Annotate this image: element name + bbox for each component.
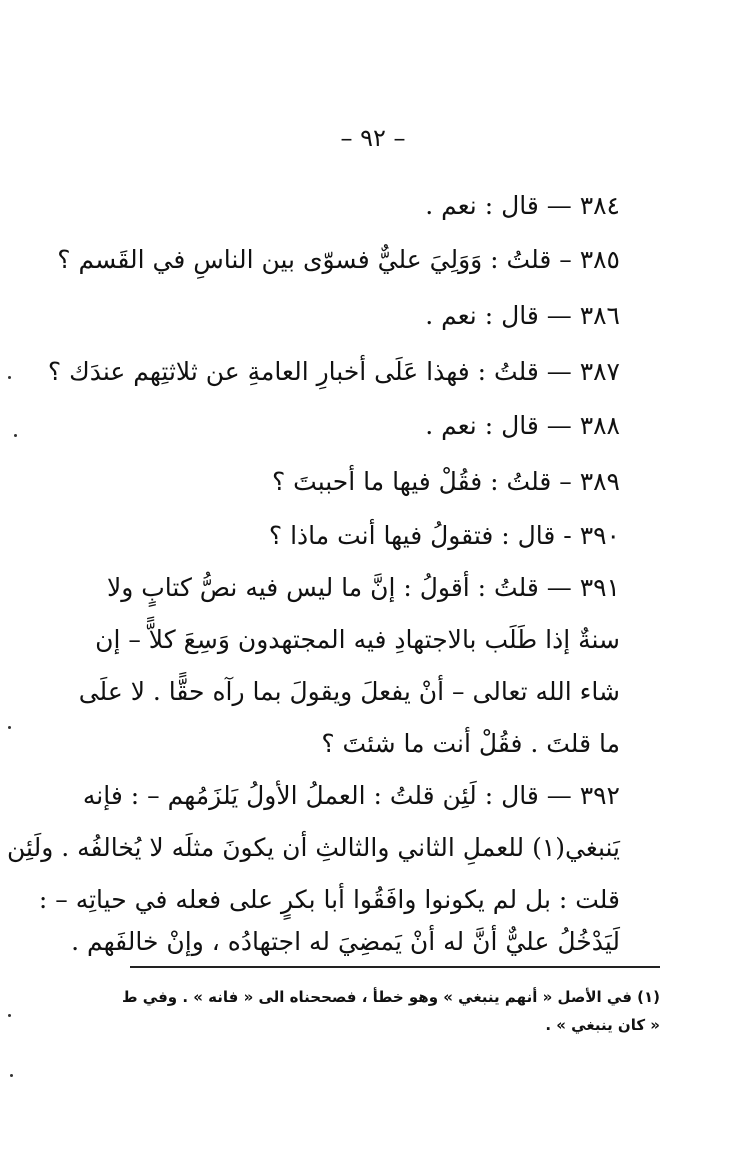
entry-390: ٣٩٠ - قال : فتقولُ فيها أنت ماذا ؟ <box>268 521 620 550</box>
entry-392-line-4: لَيَدْخُلُ عليٌّ أنَّ له أنْ يَمضِيَ له اجتهادُه ، وإنْ خالفَهم . <box>71 927 620 956</box>
scan-speck <box>8 1014 11 1017</box>
footnote-line-1: (١) في الأصل « أنهم ينبغي » وهو خطأ ، فصححناه الى « فانه » . وفي ط <box>121 988 660 1006</box>
entry-385: ٣٨٥ – قلتُ : وَوَلِيَ عليٌّ فسوّى بين الناسِ في القَسم ؟ <box>57 245 620 274</box>
entry-391-line-4: ما قلتَ . فقُلْ أنت ما شئتَ ؟ <box>321 729 620 758</box>
entry-386: ٣٨٦ — قال : نعم . <box>425 301 620 330</box>
entry-392-line-3: قلت : بل لم يكونوا وافَقُوا أبا بكرٍ على فعله في حياتِه – : <box>38 885 620 914</box>
entry-392-line-2: يَنبغي(١) للعملِ الثاني والثالثِ أن يكونَ مثلَه لا يُخالفُه . ولَئِن <box>7 833 620 862</box>
entry-392-line-1: ٣٩٢ — قال : لَئِن قلتُ : العملُ الأولُ يَلزَمُهم – : فإنه <box>82 781 620 810</box>
entry-391-line-2: سنةٌ إذا طَلَب بالاجتهادِ فيه المجتهدون وَسِعَ كلاًّ – إن <box>95 625 620 654</box>
scan-speck <box>8 376 11 379</box>
entry-391-line-3: شاء الله تعالى – أنْ يفعلَ ويقولَ بما رآه حقًّا . لا علَى <box>78 677 620 706</box>
footnote-line-2: « كان ينبغي » . <box>545 1016 660 1034</box>
entry-387: ٣٨٧ — قلتُ : فهذا عَلَى أخبارِ العامةِ عن ثلاثتِهم عندَك ؟ <box>47 357 620 386</box>
scan-speck <box>10 1074 13 1077</box>
page-number: – ٩٢ – <box>340 124 406 152</box>
entry-388: ٣٨٨ — قال : نعم . <box>425 411 620 440</box>
entry-391-line-1: ٣٩١ — قلتُ : أقولُ : إنَّ ما ليس فيه نصُّ كتابٍ ولا <box>106 573 620 602</box>
entry-389: ٣٨٩ – قلتُ : فقُلْ فيها ما أحببتَ ؟ <box>271 467 620 496</box>
scan-speck <box>8 726 11 729</box>
footnote-divider <box>130 966 660 968</box>
entry-384: ٣٨٤ — قال : نعم . <box>425 191 620 220</box>
scan-speck <box>14 434 17 437</box>
